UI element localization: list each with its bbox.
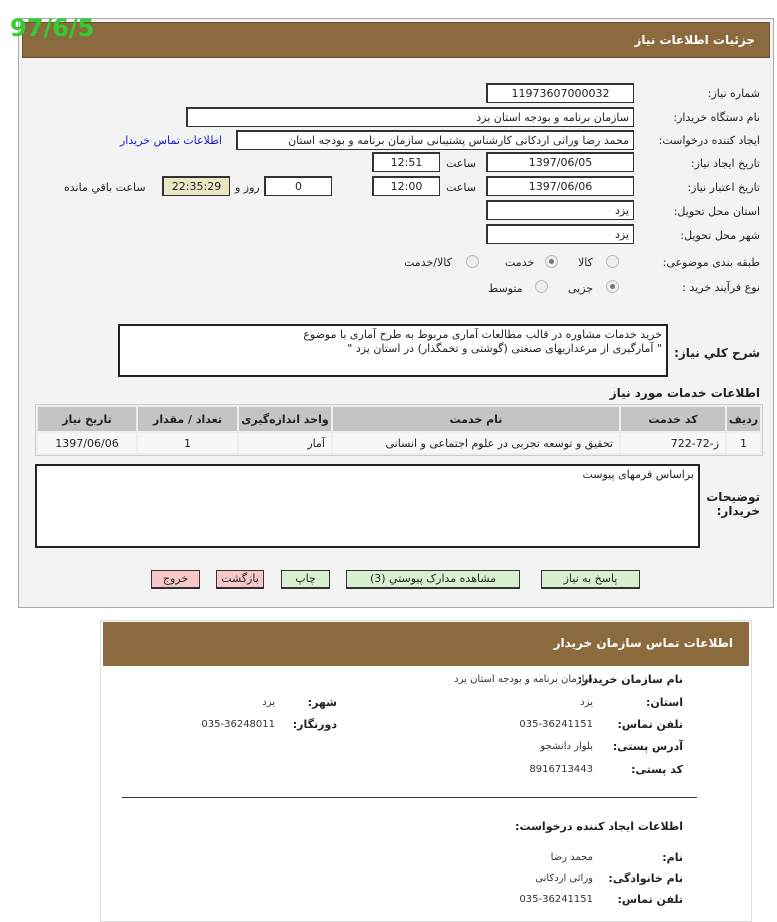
days-label: روز و <box>235 181 260 194</box>
deadline-time-field[interactable]: 12:00 <box>372 176 440 196</box>
services-title: اطلاعات خدمات مورد نياز <box>609 386 760 400</box>
date-stamp: 97/6/5 <box>10 14 95 42</box>
postal-label: کد پستی: <box>631 763 683 776</box>
radio-goods[interactable] <box>606 255 619 268</box>
city-label: شهر محل تحویل: <box>680 229 760 242</box>
radio-service-label: خدمت <box>505 256 535 269</box>
name-label: نام: <box>662 851 683 864</box>
back-button[interactable]: بازگشت <box>216 570 264 589</box>
family-value: وراثی اردکانی <box>535 873 593 884</box>
address-value: بلوار دانشجو <box>540 741 593 752</box>
buyer-contact-link[interactable]: اطلاعات تماس خریدار <box>120 134 222 147</box>
deadline-label: تاریخ اعتبار نیاز: <box>687 181 760 194</box>
province-contact-label: استان: <box>646 696 683 709</box>
buyer-label: نام دستگاه خریدار: <box>673 111 760 124</box>
phone-label: تلفن تماس: <box>617 718 683 731</box>
creator-label: ایجاد کننده درخواست: <box>658 134 760 147</box>
need-number-field[interactable]: 11973607000032 <box>486 83 634 103</box>
city-contact-label: شهر: <box>307 696 337 709</box>
deadline-time-label: ساعت <box>446 181 476 194</box>
col-qty: تعداد / مقدار <box>138 407 237 431</box>
cell-unit: آمار <box>239 433 331 453</box>
col-unit: واحد اندازه‌گیری <box>239 407 331 431</box>
city-field[interactable]: یزد <box>486 224 634 244</box>
radio-medium[interactable] <box>535 280 548 293</box>
deadline-date-field[interactable]: 1397/06/06 <box>486 176 634 196</box>
page-header: جزئیات اطلاعات نیاز <box>22 22 770 58</box>
remaining-time: 22:35:29 <box>162 176 230 196</box>
col-name: نام خدمت <box>333 407 619 431</box>
address-label: آدرس پستی: <box>612 740 683 753</box>
radio-minor-label: جزیی <box>568 282 594 295</box>
col-code: کد خدمت <box>621 407 725 431</box>
created-date-field[interactable]: 1397/06/05 <box>486 152 634 172</box>
description-line-1: خرید خدمات مشاوره در قالب مطالعات آماری مربوط به طرح آماری با موضوع <box>303 328 662 341</box>
category-label: طبقه بندی موضوعی: <box>662 256 760 269</box>
cell-code: ز-72-722 <box>621 433 725 453</box>
radio-minor[interactable] <box>606 280 619 293</box>
view-documents-button[interactable]: مشاهده مدارک پیوستي (3) <box>346 570 520 589</box>
print-button[interactable]: چاپ <box>281 570 330 589</box>
need-number-label: شماره نیاز: <box>707 87 760 100</box>
reply-button[interactable]: پاسخ به نیاز <box>541 570 640 589</box>
days-field[interactable]: 0 <box>264 176 332 196</box>
creator-field[interactable]: محمد رضا وراثی اردکانی کارشناس پشتیبانی سازمان برنامه و بودجه استان <box>236 130 634 150</box>
cell-qty: 1 <box>138 433 237 453</box>
divider <box>122 797 697 798</box>
radio-medium-label: متوسط <box>488 282 523 295</box>
process-label: نوع فرآیند خرید : <box>682 281 760 294</box>
postal-value: 8916713443 <box>529 764 593 775</box>
radio-goods-service-label: کالا/خدمت <box>404 256 452 269</box>
exit-button[interactable]: خروج <box>151 570 200 589</box>
services-table <box>35 404 763 456</box>
table-row <box>38 433 760 453</box>
creator-phone-label: تلفن تماس: <box>617 893 683 906</box>
org-value: سازمان برنامه و بودجه استان یزد <box>454 674 593 685</box>
buyer-field[interactable]: سازمان برنامه و بودجه استان یزد <box>186 107 634 127</box>
family-label: نام خانوادگی: <box>608 872 683 885</box>
city-contact-value: یزد <box>262 697 275 708</box>
description-line-2: " آمارگیری از مرغداریهای صنعتی (گوشتی و تخمگذار) در استان یزد " <box>347 342 662 355</box>
created-date-label: تاریخ ایجاد نیاز: <box>690 157 760 170</box>
fax-value: 035-36248011 <box>201 719 275 730</box>
radio-goods-label: کالا <box>578 256 593 269</box>
cell-date: 1397/06/06 <box>38 433 136 453</box>
name-value: محمد رضا <box>550 852 593 863</box>
province-field[interactable]: یزد <box>486 200 634 220</box>
fax-label: دورنگار: <box>292 718 337 731</box>
radio-goods-service[interactable] <box>466 255 479 268</box>
creator-section-title: اطلاعات ایجاد کننده درخواست: <box>515 820 683 833</box>
phone-value: 035-36241151 <box>519 719 593 730</box>
radio-service[interactable] <box>545 255 558 268</box>
province-label: استان محل تحویل: <box>673 205 760 218</box>
cell-name: تحقیق و توسعه تجربی در علوم اجتماعی و انسانی <box>333 433 619 453</box>
notes-textarea[interactable]: براساس فرمهای پیوست <box>35 464 700 548</box>
description-label: شرح کلي نياز: <box>674 346 760 360</box>
description-textarea[interactable] <box>118 324 668 377</box>
cell-row: 1 <box>727 433 760 453</box>
province-contact-value: یزد <box>580 697 593 708</box>
col-date: تاریخ نیاز <box>38 407 136 431</box>
contact-header: اطلاعات تماس سازمان خریدار <box>103 622 749 666</box>
created-time-field[interactable]: 12:51 <box>372 152 440 172</box>
created-time-label: ساعت <box>446 157 476 170</box>
col-row: رديف <box>727 407 760 431</box>
creator-phone-value: 035-36241151 <box>519 894 593 905</box>
remaining-label: ساعت باقي مانده <box>64 181 146 194</box>
org-label: نام سازمان خریدار: <box>577 673 683 686</box>
notes-label: توضیحات خریدار: <box>706 490 760 518</box>
table-header <box>38 407 760 431</box>
